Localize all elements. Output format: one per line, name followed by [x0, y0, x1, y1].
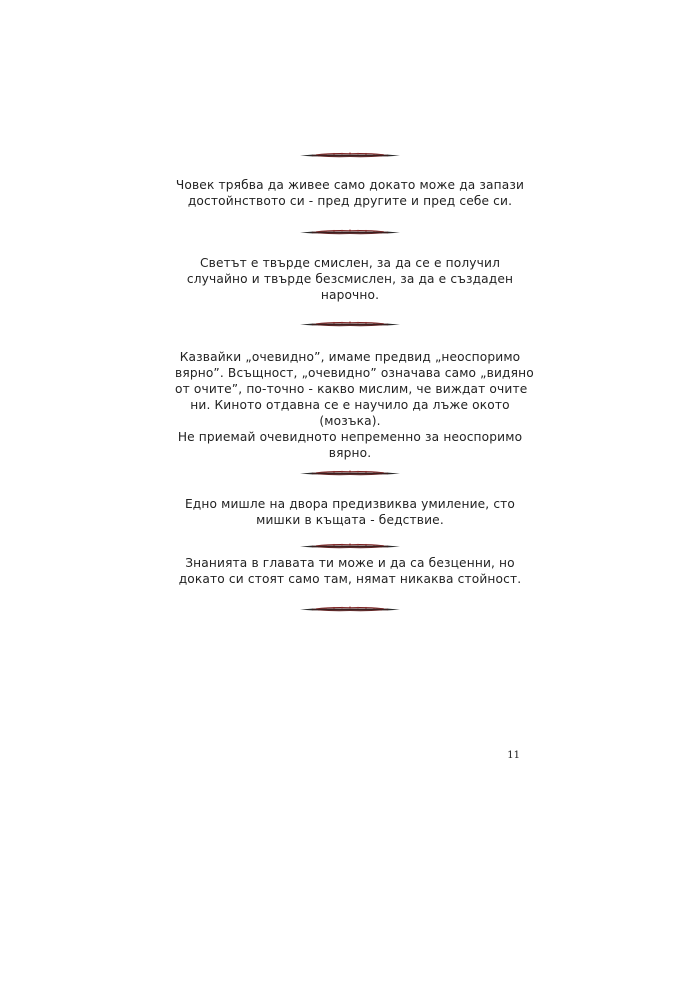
- quote-line: Казвайки „очевидно”, имаме предвид „неоспоримо: [179, 350, 521, 364]
- ornamental-divider-icon: [300, 543, 400, 549]
- quote-paragraph: [175, 555, 525, 587]
- quote-line: Не приемай очевидното непременно за неоспоримо: [177, 430, 523, 444]
- quote-line: Едно мишле на двора предизвиква умиление, сто: [184, 497, 516, 511]
- quote-line: докато си стоят само там, нямат никаква стойност.: [178, 572, 522, 586]
- quote-line: мишки в къщата - бедствие.: [256, 513, 444, 527]
- quote-line: вярно.: [328, 446, 372, 460]
- quote-line: достойнството си - пред другите и пред себе си.: [187, 194, 513, 208]
- quote-paragraph: [175, 177, 525, 209]
- quote-line: от очите”, по-точно - какво мислим, че виждат очите: [175, 382, 528, 396]
- quote-line: случайно и твърде безсмислен, за да е създаден: [186, 272, 514, 286]
- quote-line: ни. Киното отдавна се е научило да лъже окото: [190, 398, 510, 412]
- quote-paragraph: [175, 496, 525, 528]
- quote-line: Знанията в главата ти може и да са безценни, но: [185, 556, 515, 570]
- quote-line: вярно”. Всъщност, „очевидно” означава само „видяно: [175, 366, 534, 380]
- page-number: 11: [507, 750, 520, 761]
- ornamental-divider-icon: [300, 321, 400, 327]
- ornamental-divider-icon: [300, 229, 400, 235]
- quote-line: нарочно.: [320, 288, 380, 302]
- quote-paragraph: [175, 349, 534, 461]
- quote-line: (мозъка).: [319, 414, 381, 428]
- quote-paragraph: [175, 255, 525, 303]
- quote-line: Светът е твърде смислен, за да се е получил: [199, 256, 501, 270]
- quote-line: Човек трябва да живее само докато може да запази: [175, 178, 525, 192]
- ornamental-divider-icon: [300, 606, 400, 612]
- ornamental-divider-icon: [300, 152, 400, 158]
- ornamental-divider-icon: [300, 470, 400, 476]
